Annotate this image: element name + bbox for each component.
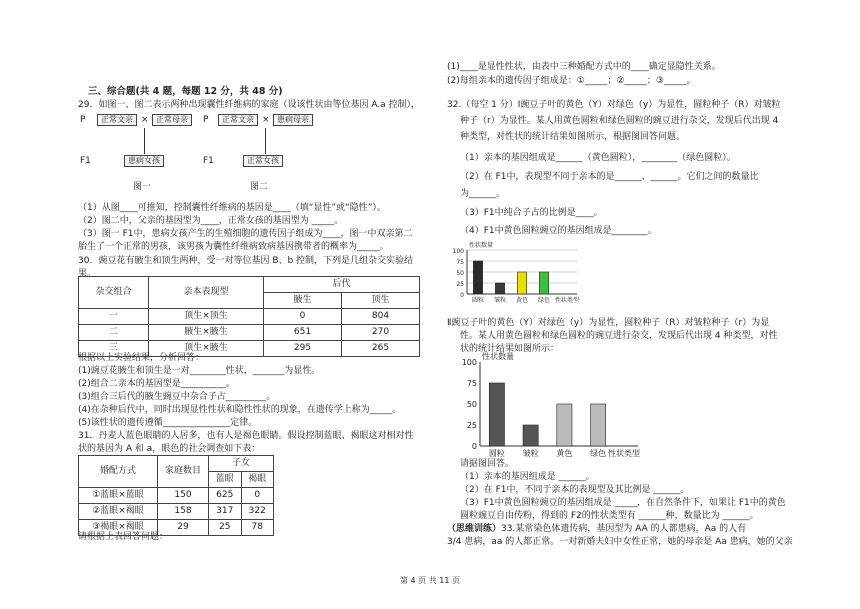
q32-ii8: 圆粒豌豆自由传粉，得到的 F2的性状类型有 ______种，数量比为 ______。 (460, 511, 759, 521)
y-tick-label: 50 (456, 270, 464, 277)
eye-color-table (78, 455, 274, 536)
q31-stem-2: 状的基因为 A 和 a，眼色的社会调查如下表： (78, 444, 261, 454)
cell: 29 (158, 520, 209, 536)
cell: ③褐眼×褐眼 (79, 520, 158, 536)
q33-2: 3/4 患病，aa 的人都正常。一对新婚夫妇中女性正常，她的母亲是 Aa 患病，她的父亲 (447, 537, 793, 547)
fig2-f1: F1 (203, 156, 214, 166)
th-count: 家庭数目 (158, 456, 209, 488)
q30-stem-2: 果。 (78, 269, 97, 279)
q29-3a: （3）图一 F1中，患病女孩产生的生殖细胞的遗传因子组成为____，图一中双亲第二 (78, 229, 413, 239)
q33-line-1 (447, 524, 746, 535)
fig2-cross: × (262, 115, 270, 125)
q32-ii1: Ⅱ豌豆子叶的黄色（Y）对绿色（y）为显性，圆粒种子（R）对皱粒种子（r）为显 (447, 318, 770, 328)
bar (489, 383, 504, 446)
bar (473, 261, 482, 294)
table-row (79, 504, 274, 520)
q30-2: (2)组合二亲本的基因型是__________。 (78, 379, 235, 389)
q31-end: 请根据上表回答问题： (78, 532, 169, 542)
cell: 78 (241, 520, 274, 536)
q32-i4: （4）F1中黄色圆粒豌豆的基因组成是________。 (460, 226, 657, 236)
q32-2: 种子（r）为显性。某人用黄色圆粒和绿色圆粒的豌豆进行杂交，发现后代出现 4 (460, 116, 779, 126)
x-tick-label: 皱粒 (493, 297, 507, 304)
q30-4: (4)在杂种后代中，同时出现显性性状和隐性性状的现象，在遗传学上称为_____。 (78, 405, 402, 415)
cell: 295 (264, 341, 342, 357)
cell: 322 (241, 504, 274, 520)
th-blue: 蓝眼 (209, 472, 242, 488)
bar (517, 272, 526, 294)
q29-2: （2）图二中，父亲的基因型为____，正常女孩的基因型为 _____。 (78, 216, 344, 226)
x-tick-label: 绿色 (590, 449, 607, 458)
cell: ①蓝眼×蓝眼 (79, 488, 158, 504)
fig1-line (144, 128, 145, 154)
table-row (79, 488, 274, 504)
q32-i2a: （2）在 F1中，表现型不同于亲本的是______、______。它们之间的数量比 (460, 172, 759, 182)
page-footer: 第 4 页 共 11 页 (400, 576, 460, 585)
q30-1: (1)豌豆花腋生和顶生是一对________性状，_______为显性。 (78, 366, 321, 376)
cell: 二 (79, 325, 149, 341)
cell: 651 (264, 325, 342, 341)
q32-1: 32.（每空 1 分）Ⅰ豌豆子叶的黄色（Y）对绿色（y）为显性，圆粒种子（R）对皱粒 (447, 100, 781, 110)
q31-stem-1: 31．丹麦人蓝色眼睛的人居多，也有人是褐色眼睛。假设控制蓝眼、褐眼这对相对性 (78, 431, 414, 441)
fig1-p: P (80, 115, 86, 125)
q29-stem: 29．如图一、图二表示两种出现囊性纤维病的家庭（设该性状由等位基因 A.a 控制）， (78, 100, 421, 110)
bar (495, 283, 504, 294)
r2: (2)每组亲本的遗传因子组成是：①_____；②_____；③_____。 (447, 76, 696, 86)
cell: 顶生×顶生 (149, 309, 264, 325)
fig1-caption: 图一 (133, 182, 152, 192)
y-tick-label: 0 (471, 442, 477, 451)
bar-chart-1 (445, 238, 585, 308)
q32-3: 种类型，对性状的统计结果如图所示，根据图回答问题。 (460, 132, 686, 142)
y-axis-label: 性状数量 (469, 242, 494, 249)
fig1-parent1: 正常文亲 (97, 114, 137, 126)
fig1-f1: F1 (80, 156, 91, 166)
y-axis-label: 性状数量 (482, 352, 514, 361)
y-tick-label: 0 (460, 292, 464, 299)
cell: 三 (79, 341, 149, 357)
cell: 625 (209, 488, 242, 504)
cell: 25 (209, 520, 242, 536)
q32-i3: （3）F1中纯合子占的比例是____。 (460, 208, 603, 218)
bar (539, 272, 548, 294)
cell: ②蓝眼×褐眼 (79, 504, 158, 520)
bar (523, 425, 538, 446)
q32-ii2: 性。某人用黄色圆粒和绿色圆粒的豌豆进行杂交，发现后代出现 4 种类型，对性 (460, 331, 778, 341)
fig1-parent2: 正常母亲 (152, 114, 192, 126)
cell: 804 (342, 309, 420, 325)
x-axis-label: 性状类型 (608, 449, 640, 458)
q32-i2b: 为______。 (460, 189, 506, 199)
cell: 158 (158, 504, 209, 520)
cell: 317 (209, 504, 242, 520)
q32-ii5: （1）亲本的基因组成是 ______。 (460, 472, 595, 482)
cell: 150 (158, 488, 209, 504)
bar (591, 404, 606, 446)
th-axil: 腋生 (264, 293, 342, 309)
q30-3: (3)组合三后代的腋生豌豆中杂合子占_________。 (78, 392, 276, 402)
fig2-child: 正常女孩 (243, 155, 283, 167)
cell: 0 (241, 488, 274, 504)
table-row (79, 325, 420, 341)
y-tick-label: 75 (456, 259, 464, 266)
q30-a: 根据以上实验结果，分析回答： (78, 353, 205, 363)
cross-table (78, 276, 420, 357)
th-offspring: 后代 (264, 277, 420, 293)
q29-1: （1）从图____可推知，控制囊性纤维病的基因是____（填“显性”或“隐性”）。 (78, 203, 386, 213)
th-children: 子女 (209, 456, 274, 472)
fig2-p: P (203, 115, 209, 125)
r1: (1)____是显性性状，由表中三种婚配方式中的____确定显隐性关系。 (447, 62, 721, 72)
section-title: 三、综合题(共 4 题，每题 12 分，共 48 分) (88, 86, 283, 97)
x-tick-label: 圆粒 (488, 449, 505, 458)
q32-ii7: （3）F1中黄色圆粒豌豆的基因组成是 _____，在自然条件下，如果让 F1中的黄色 (460, 498, 786, 508)
x-tick-label: 黄色 (515, 297, 529, 304)
cell: 270 (342, 325, 420, 341)
fig2-caption: 图二 (250, 182, 269, 192)
y-tick-label: 50 (466, 400, 477, 409)
y-tick-label: 25 (456, 281, 464, 288)
y-tick-label: 25 (466, 421, 477, 430)
x-tick-label: 圆粒 (471, 297, 485, 304)
x-tick-label: 皱粒 (522, 449, 539, 458)
th-pheno: 亲本表现型 (149, 277, 264, 309)
fig1-child: 患病女孩 (124, 155, 164, 167)
fig2-line (265, 128, 266, 154)
th-cross: 杂交组合 (79, 277, 149, 309)
th-brown: 褐眼 (241, 472, 274, 488)
table-row (79, 309, 420, 325)
y-tick-label: 75 (466, 379, 477, 388)
x-axis-label: 性状类型 (554, 297, 579, 304)
y-tick-label: 100 (452, 248, 464, 255)
q32-ii3: 状的统计结果如图所示： (460, 344, 560, 354)
q32-ii6: （2）在 F1中，不同于亲本的表现型及其比例是 ______。 (460, 485, 690, 495)
q32-ii4: 请据图回答。 (460, 459, 515, 469)
x-tick-label: 绿色 (537, 297, 551, 304)
q33-tag: （思维训练） (447, 524, 502, 534)
cell: 腋生×腋生 (149, 325, 264, 341)
fig2-parent2: 患病母亲 (273, 114, 313, 126)
cell: 顶生×腋生 (149, 341, 264, 357)
cell: 265 (342, 341, 420, 357)
fig2-parent1: 正常文亲 (218, 114, 258, 126)
q32-i1: （1）亲本的基因组成是______（黄色圆粒），________（绿色圆粒）。 (460, 153, 736, 163)
x-tick-label: 黄色 (556, 449, 573, 458)
th-top: 顶生 (342, 293, 420, 309)
bar (557, 404, 572, 446)
q30-5: (5)该性状的遗传遵循_______________定律。 (78, 418, 258, 428)
bar-chart-2 (450, 350, 645, 460)
th-mating: 婚配方式 (79, 456, 158, 488)
y-tick-label: 100 (461, 358, 477, 367)
cell: 一 (79, 309, 149, 325)
cell: 0 (264, 309, 342, 325)
q30-stem-1: 30．豌豆花有腋生和顶生两种，受一对等位基因 B、b 控制，下列是几组杂交实验结 (78, 256, 414, 266)
q33-text-1: 33.某常染色体遗传病，基因型为 AA 的人都患病，Aa 的人有 (501, 524, 747, 534)
fig1-cross: × (141, 115, 149, 125)
q29-3b: 胎生了一个正常的男孩，该男孩为囊性纤维病致病基因携带者的概率为_____。 (78, 242, 389, 252)
